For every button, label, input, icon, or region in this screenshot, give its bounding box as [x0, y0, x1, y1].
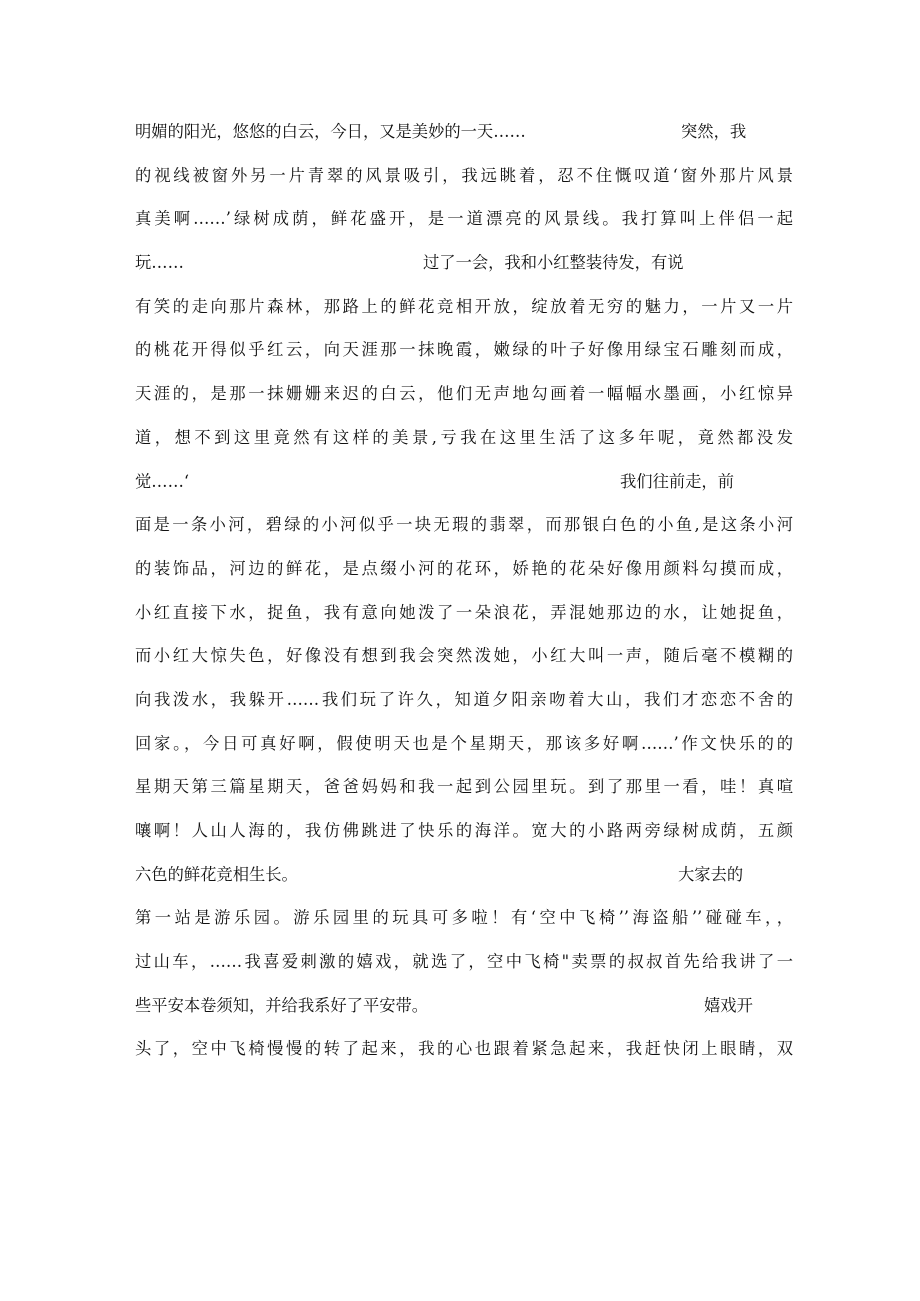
line-text: 第一站是游乐园。游乐园里的玩具可多啦！有‘空中飞椅’’海盗船’’碰碰车，， [135, 908, 793, 928]
text-line [135, 597, 795, 641]
text-line [135, 291, 795, 335]
line-text: 向我泼水，我躲开……我们玩了许久，知道夕阳亲吻着大山，我们才恋恋不舍的 [135, 689, 793, 709]
line-segment: 大家去的 [678, 864, 744, 884]
line-text: 有笑的走向那片森林，那路上的鲜花竞相开放，绽放着无穷的魅力，一片又一片 [135, 296, 793, 316]
text-line [135, 859, 795, 903]
line-text: 道，想不到这里竟然有这样的美景,亏我在这里生活了这多年呢，竟然都没发 [135, 427, 793, 447]
line-text: 回家。，今日可真好啊，假使明天也是个星期天，那该多好啊……’作文快乐的的 [135, 733, 793, 753]
text-line [135, 160, 795, 204]
line-segment: 过了一会，我和小红整装待发，有说 [423, 253, 684, 273]
text-line [135, 990, 795, 1034]
text-line [135, 684, 795, 728]
text-line [135, 640, 795, 684]
text-line [135, 553, 795, 597]
text-line [135, 771, 795, 815]
text-line [135, 815, 795, 859]
line-text: 嚷啊！人山人海的，我仿佛跳进了快乐的海洋。宽大的小路两旁绿树成荫，五颜 [135, 821, 793, 840]
line-text: 而小红大惊失色，好像没有想到我会突然泼她，小红大叫一声，随后毫不模糊的 [135, 646, 793, 666]
article-body [135, 116, 795, 1077]
line-segment: 觉……‘ [135, 471, 190, 491]
line-segment: 明媚的阳光，悠悠的白云，今日，又是美妙的一天…… [135, 122, 526, 141]
line-segment: 六色的鲜花竞相生长。 [135, 864, 298, 884]
text-line [135, 902, 795, 946]
text-line [135, 247, 795, 291]
text-line [135, 203, 795, 247]
line-segment: 突然，我 [681, 122, 747, 141]
line-text: 的装饰品，河边的鲜花，是点缀小河的花环，娇艳的花朵好像用颜料勾摸而成， [135, 558, 793, 578]
line-segment: 玩…… [135, 253, 184, 273]
text-line [135, 728, 795, 772]
line-text: 过山车，……我喜爱刺激的嬉戏，就选了，空中飞椅"卖票的叔叔首先给我讲了一 [135, 952, 793, 972]
line-segment: 嬉戏开 [704, 995, 753, 1015]
text-line [135, 1033, 795, 1077]
line-text: 星期天第三篇星期天，爸爸妈妈和我一起到公园里玩。到了那里一看，哇！真喧 [135, 777, 793, 797]
text-line [135, 334, 795, 378]
line-text: 真美啊……’绿树成荫，鲜花盛开，是一道漂亮的风景线。我打算叫上伴侣一起 [135, 209, 793, 229]
line-text: 面是一条小河，碧绿的小河似乎一块无瑕的翡翠，而那银白色的小鱼,是这条小河 [135, 515, 793, 535]
text-line [135, 378, 795, 422]
line-text: 小红直接下水，捉鱼，我有意向她泼了一朵浪花，弄混她那边的水，让她捉鱼， [135, 602, 793, 622]
text-line [135, 422, 795, 466]
text-line [135, 509, 795, 553]
text-line [135, 116, 795, 160]
line-text: 的视线被窗外另一片青翠的风景吸引，我远眺着，忍不住慨叹道‘窗外那片风景 [135, 165, 793, 185]
line-text: 天涯的，是那一抹姗姗来迟的白云，他们无声地勾画着一幅幅水墨画，小红惊异 [135, 384, 793, 404]
line-text: 头了，空中飞椅慢慢的转了起来，我的心也跟着紧急起来，我赶快闭上眼睛，双 [135, 1039, 793, 1059]
text-line [135, 466, 795, 510]
line-text: 的桃花开得似乎红云，向天涯那一抹晚霞，嫩绿的叶子好像用绿宝石雕刻而成， [135, 340, 793, 360]
line-segment: 我们往前走，前 [620, 471, 734, 491]
text-line [135, 946, 795, 990]
line-segment: 些平安本卷须知，并给我系好了平安带。 [135, 995, 429, 1015]
